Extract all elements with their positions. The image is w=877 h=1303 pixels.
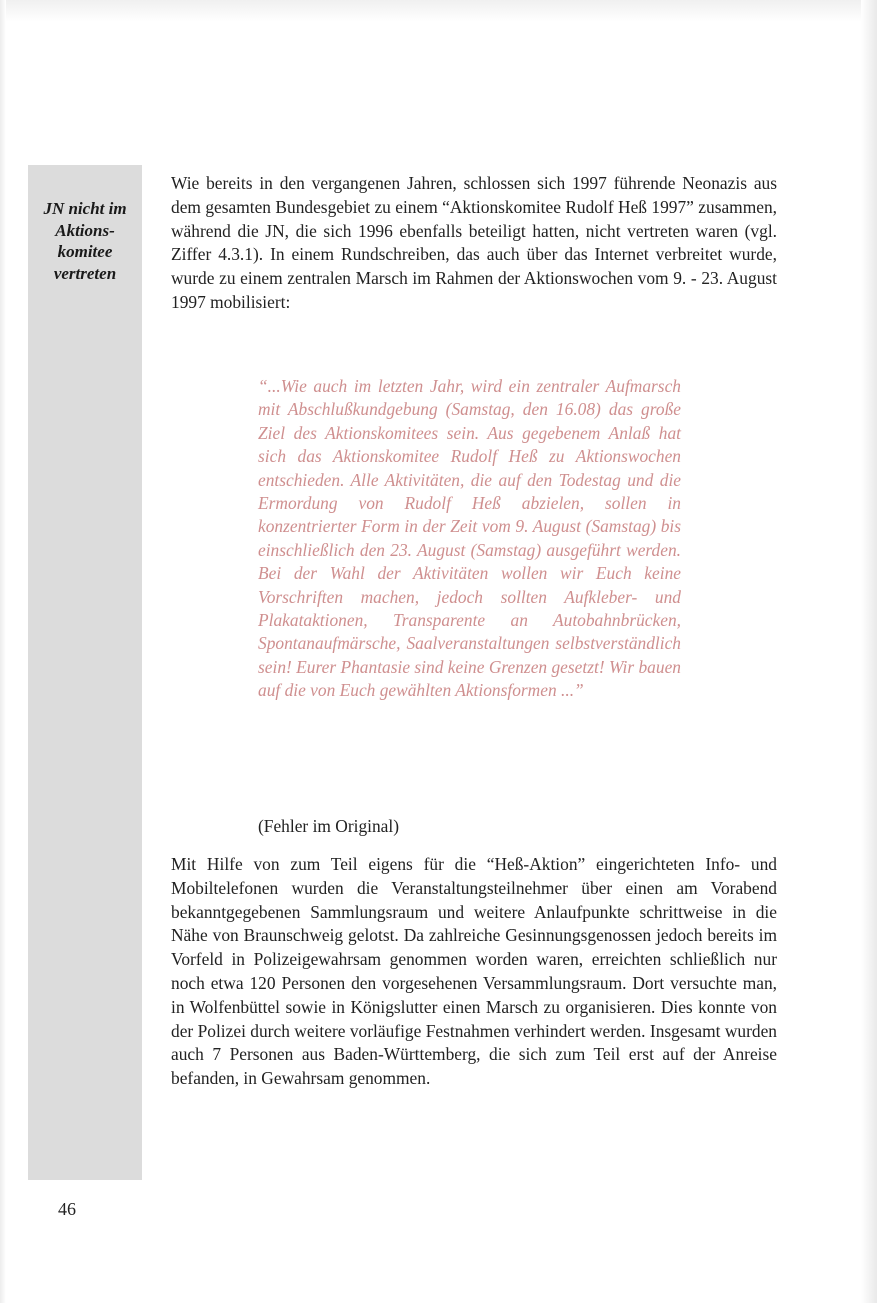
- quote-note: (Fehler im Original): [258, 816, 400, 836]
- margin-note: [32, 198, 138, 284]
- margin-note-line: vertreten: [53, 263, 117, 283]
- margin-note-line: komitee: [57, 242, 113, 261]
- page-left-edge: [0, 0, 6, 1303]
- margin-note-line: JN nicht im: [43, 199, 127, 218]
- page-top-edge: [0, 0, 877, 22]
- margin-note-line: Aktions-: [55, 220, 115, 240]
- paragraph-intro: Wie bereits in den vergangenen Jahren, schlossen sich 1997 führende Neonazis aus dem gesamten Bundesgebiet zu einem “Aktionskomitee Rudolf Heß 1997” zusammen, während die JN, die sich 1996 ebenfalls beteiligt hatten, nicht vertreten waren (vgl. Ziffer 4.3.1). In einem Rundschreiben, das auch über das Internet verbreitet wurde, wurde zu einem zentralen Marsch im Rahmen der Aktionswochen vom 9. - 23. August 1997 mobilisiert:: [171, 173, 777, 312]
- paragraph-body: Mit Hilfe von zum Teil eigens für die “Heß-Aktion” eingerichteten Info- und Mobiltelefonen wurden die Veranstaltungsteilnehmer über einen am Vorabend bekanntgegebenen Sammlungsraum und weitere Anlaufpunkte schrittweise in die Nähe von Braunschweig gelotst. Da zahlreiche Gesinnungsgenossen jedoch bereits im Vorfeld in Polizeigewahrsam genommen worden waren, erreichten schließlich nur noch etwa 120 Personen den vorgesehenen Versammlungsraum. Dort versuchte man, in Wolfenbüttel sowie in Königslutter einen Marsch zu organisieren. Dies konnte von der Polizei durch weitere vorläufige Festnahmen verhindert werden. Insgesamt wurden auch 7 Personen aus Baden-Württemberg, die sich zum Teil erst auf der Anreise befanden, in Gewahrsam genommen.: [171, 854, 777, 1089]
- page-number: 46: [58, 1199, 76, 1219]
- margin-bar: [28, 165, 142, 1180]
- page-right-edge: [861, 0, 877, 1303]
- block-quote: “...Wie auch im letzten Jahr, wird ein zentraler Aufmarsch mit Abschlußkundgebung (Samstag, den 16.08) das große Ziel des Aktionskomitees sein. Aus gegebenem Anlaß hat sich das Aktionskomitee Rudolf Heß zu Aktionswochen entschieden. Alle Aktivitäten, die auf den Todestag und die Ermordung von Rudolf Heß abzielen, sollen in konzentrierter Form in der Zeit vom 9. August (Samstag) bis einschließlich den 23. August (Samstag) ausgeführt werden. Bei der Wahl der Aktivitäten wollen wir Euch keine Vorschriften machen, jedoch sollten Aufkleber- und Plakataktionen, Transparente an Autobahnbrücken, Spontanaufmärsche, Saalveranstaltungen selbstverständlich sein! Eurer Phantasie sind keine Grenzen gesetzt! Wir bauen auf die von Euch gewählten Aktionsformen ...”: [258, 376, 681, 701]
